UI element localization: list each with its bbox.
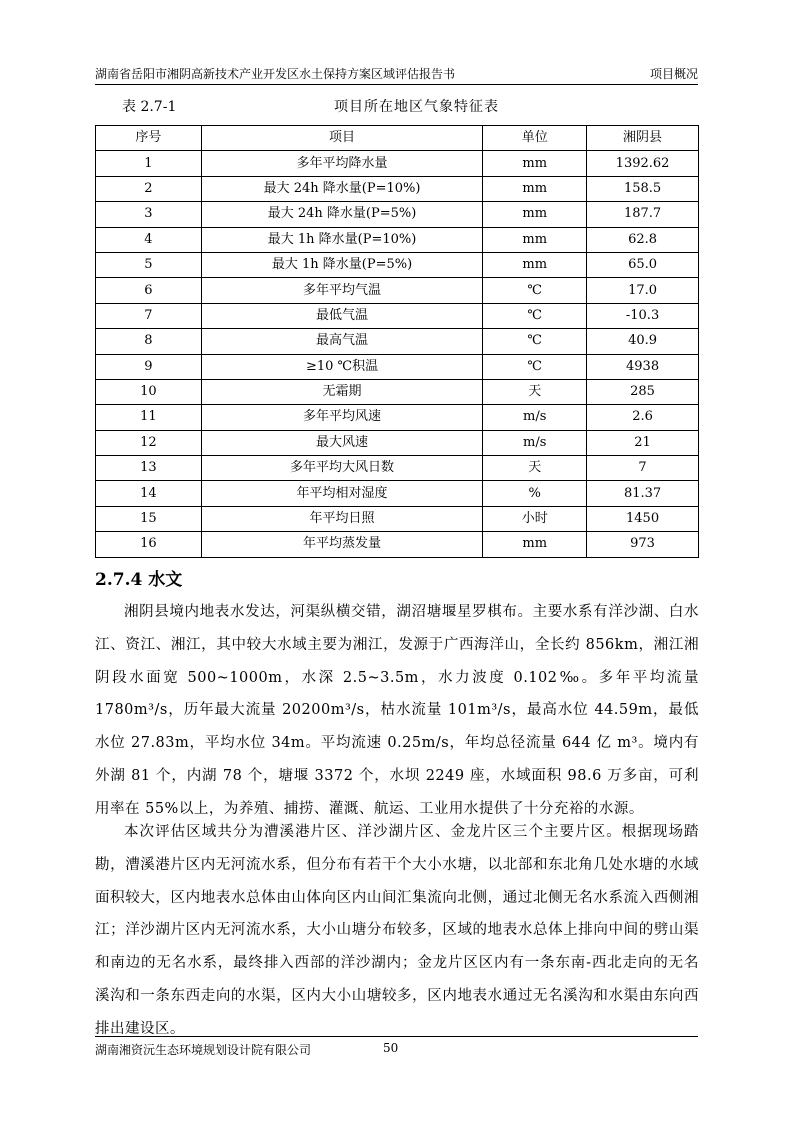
row-index: 7 [96,303,202,328]
header-report-title: 湖南省岳阳市湘阴高新技术产业开发区水土保持方案区域评估报告书 [95,67,456,81]
row-item: 多年平均降水量 [201,151,483,176]
table-row [96,481,699,506]
row-item: 最大风速 [201,430,483,455]
row-item: 最大 1h 降水量(P=10%) [201,227,483,252]
row-index: 4 [96,227,202,252]
page-footer [95,1036,698,1057]
row-index: 9 [96,354,202,379]
table-row [96,532,699,557]
row-value: 4938 [587,354,699,379]
row-unit: % [483,481,587,506]
row-index: 2 [96,176,202,201]
row-unit: m/s [483,430,587,455]
row-unit: ℃ [483,303,587,328]
row-item: 多年平均气温 [201,278,483,303]
row-item: 最大 1h 降水量(P=5%) [201,252,483,277]
row-item: ≥10 ℃积温 [201,354,483,379]
table-row [96,354,699,379]
row-index: 5 [96,252,202,277]
header-cell-unit: 单位 [483,126,587,151]
row-value: 17.0 [587,278,699,303]
row-value: 158.5 [587,176,699,201]
row-index: 15 [96,506,202,531]
row-index: 1 [96,151,202,176]
table-row [96,252,699,277]
row-value: 187.7 [587,202,699,227]
table-row [96,227,699,252]
row-item: 年平均蒸发量 [201,532,483,557]
table-row [96,506,699,531]
row-index: 3 [96,202,202,227]
row-unit: mm [483,176,587,201]
row-unit: ℃ [483,329,587,354]
section-heading: 2.7.4 水文 [95,570,183,590]
row-unit: mm [483,202,587,227]
table-title: 项目所在地区气象特征表 [334,99,499,115]
row-item: 年平均日照 [201,506,483,531]
table-row [96,151,699,176]
row-index: 16 [96,532,202,557]
row-value: 40.9 [587,329,699,354]
row-item: 最大 24h 降水量(P=5%) [201,202,483,227]
row-value: 65.0 [587,252,699,277]
row-value: 285 [587,379,699,404]
row-value: 62.8 [587,227,699,252]
header-chapter-title: 项目概况 [649,67,698,81]
row-index: 11 [96,405,202,430]
table-row [96,278,699,303]
header-cell-item: 项目 [201,126,483,151]
row-item: 最高气温 [201,329,483,354]
table-row [96,202,699,227]
row-unit: 小时 [483,506,587,531]
row-item: 多年平均风速 [201,405,483,430]
table-row [96,430,699,455]
row-unit: ℃ [483,354,587,379]
row-unit: mm [483,252,587,277]
row-value: 81.37 [587,481,699,506]
row-value: 7 [587,456,699,481]
row-index: 14 [96,481,202,506]
row-item: 年平均相对湿度 [201,481,483,506]
row-value: 21 [587,430,699,455]
row-value: 973 [587,532,699,557]
row-item: 无霜期 [201,379,483,404]
table-row [96,405,699,430]
table-number: 表 2.7-1 [122,99,177,115]
table-row [96,329,699,354]
row-index: 6 [96,278,202,303]
paragraph-hydrology-overview: 湘阴县境内地表水发达，河渠纵横交错，湖沼塘堰星罗棋布。主要水系有洋沙湖、白水江、资江、湘江，其中较大水域主要为湘江，发源于广西海洋山，全长约 856km，湘江湘阴段水面宽 500~1000m，水深 2.5~3.5m，水力波度 0.102‰。多年平均流量 1780m³/s，历年最大流量 20200m³/s，枯水流量 101m³/s，最高水位 44.59m，最低水位 27.83m，平均水位 34m。平均流速 0.25m/s，年均总径流量 644 亿 m³。境内有外湖 81 个，内湖 78 个，塘堰 3372 个，水坝 2249 座，水域面积 98.6 万多亩，可利用率在 55%以上，为养殖、捕捞、灌溉、航运、工业用水提供了十分充裕的水源。 [95,604,699,817]
row-item: 多年平均大风日数 [201,456,483,481]
row-unit: mm [483,151,587,176]
row-value: 2.6 [587,405,699,430]
row-value: 1392.62 [587,151,699,176]
footer-organization: 湖南湘资沅生态环境规划设计院有限公司 [95,1043,312,1057]
table-row [96,303,699,328]
climate-table [95,125,699,558]
table-row [96,456,699,481]
table-row [96,176,699,201]
row-value: -10.3 [587,303,699,328]
page-number: 50 [383,1041,399,1055]
row-index: 12 [96,430,202,455]
row-index: 13 [96,456,202,481]
row-index: 8 [96,329,202,354]
row-item: 最大 24h 降水量(P=10%) [201,176,483,201]
row-unit: 天 [483,379,587,404]
row-unit: mm [483,532,587,557]
row-unit: m/s [483,405,587,430]
row-unit: 天 [483,456,587,481]
row-unit: ℃ [483,278,587,303]
table-header-row [96,126,699,151]
header-cell-index: 序号 [96,126,202,151]
page-header [95,60,698,85]
row-value: 1450 [587,506,699,531]
table-row [96,379,699,404]
row-index: 10 [96,379,202,404]
paragraph-assessment-zones: 本次评估区域共分为漕溪港片区、洋沙湖片区、金龙片区三个主要片区。根据现场踏勘，漕溪港片区内无河流水系，但分布有若干个大小水塘，以北部和东北角几处水塘的水域面积较大，区内地表水总体由山体向区内山间汇集流向北侧，通过北侧无名水系流入西侧湘江；洋沙湖片区内无河流水系，大小山塘分布较多，区域的地表水总体上排向中间的劈山渠和南边的无名水系，最终排入西部的洋沙湖内；金龙片区区内有一条东南-西北走向的无名溪沟和一条东西走向的水渠，区内大小山塘较多，区内地表水通过无名溪沟和水渠由东向西排出建设区。 [95,824,699,1037]
header-cell-value: 湘阴县 [587,126,699,151]
row-unit: mm [483,227,587,252]
row-item: 最低气温 [201,303,483,328]
